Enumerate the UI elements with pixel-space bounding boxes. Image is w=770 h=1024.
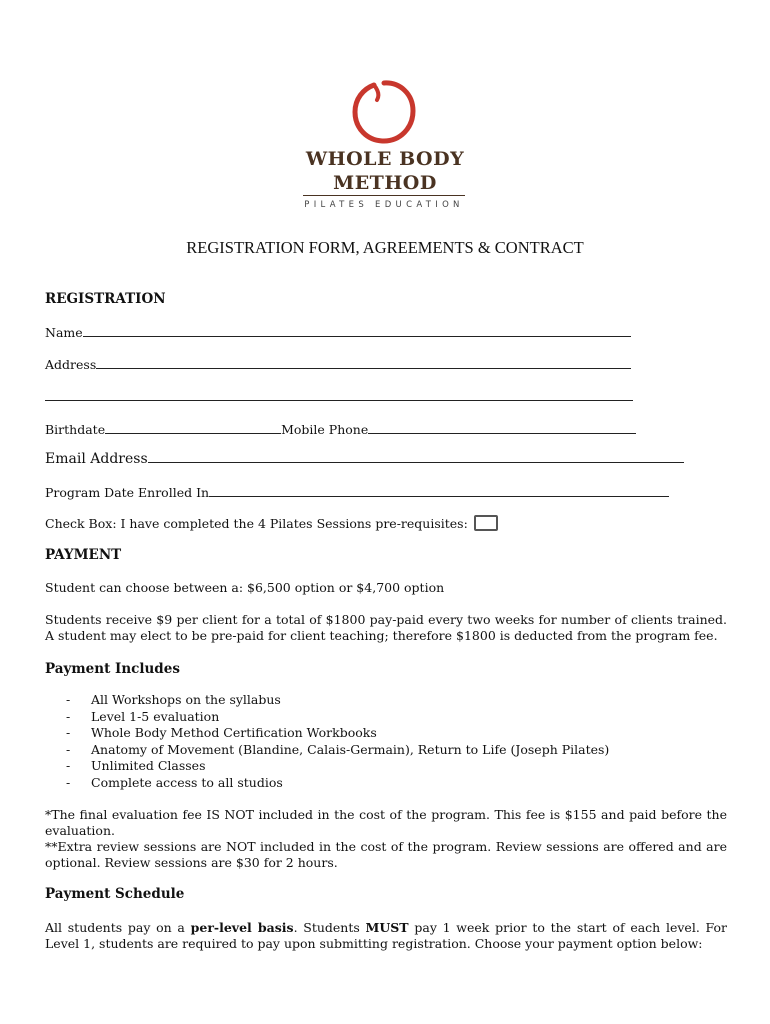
address-line2-field[interactable] [45,388,633,401]
logo-wordmark-line1: WHOLE BODY [305,148,465,170]
list-item: - Whole Body Method Certification Workbooks [66,725,609,742]
payment-includes-list [66,692,609,791]
address-line2-row [45,388,633,404]
schedule-text-part: . Students [293,920,366,935]
list-item: - Complete access to all studios [66,775,609,792]
schedule-text-part: All students pay on a [45,920,191,935]
email-field[interactable] [148,450,684,463]
per-level-basis-emphasis: per-level basis [190,920,294,935]
address-row [45,356,631,372]
prerequisite-row [45,515,498,531]
page-title: REGISTRATION FORM, AGREEMENTS & CONTRACT [186,238,584,257]
must-emphasis: MUST [365,920,409,935]
program-date-row [45,484,669,500]
program-date-label: Program Date Enrolled In [45,485,210,500]
payment-options-text: Student can choose between a: $6,500 option or $4,700 option [45,580,445,595]
birthdate-field[interactable] [105,421,281,434]
review-sessions-note: **Extra review sessions are NOT included in the cost of the program. Review sessions are offered and are optional. Review sessions are $30 for 2 hours. [45,839,727,870]
list-item: - Anatomy of Movement (Blandine, Calais-Germain), Return to Life (Joseph Pilates) [66,742,609,759]
address-label: Address [45,357,97,372]
list-item: - All Workshops on the syllabus [66,692,609,709]
program-date-field[interactable] [209,484,669,497]
enso-circle-logo-icon [350,78,418,146]
name-row [45,324,631,340]
schedule-text-part: pay 1 week prior to the start of each level. For Level 1, students are required to pay upon submitting registration. Choose your payment option below: [45,920,728,951]
birthdate-label: Birthdate [45,422,106,437]
prerequisite-checkbox[interactable] [474,515,498,531]
logo-tagline: PILATES EDUCATION [304,200,464,210]
email-row [45,450,684,467]
mobile-phone-label: Mobile Phone [281,422,369,437]
logo-divider [303,195,465,196]
registration-heading: REGISTRATION [45,291,166,307]
name-field[interactable] [83,324,631,337]
final-evaluation-note: *The final evaluation fee IS NOT included in the cost of the program. This fee is $155 and paid before the evaluation. [45,807,727,838]
email-label: Email Address [45,451,148,467]
list-item: - Unlimited Classes [66,758,609,775]
payment-schedule-text [45,920,727,952]
prerequisite-label: Check Box: I have completed the 4 Pilates Sessions pre-requisites: [45,516,468,531]
address-field[interactable] [96,356,631,369]
birthdate-phone-row [45,421,636,437]
logo-wordmark-line2: METHOD [333,172,437,194]
payment-heading: PAYMENT [45,547,122,563]
name-label: Name [45,325,83,340]
mobile-phone-field[interactable] [368,421,636,434]
payment-client-text: Students receive $9 per client for a total of $1800 pay-paid every two weeks for number of clients trained. A student may elect to be pre-paid for client teaching; therefore $1800 is deducted from the program fee. [45,612,727,643]
payment-includes-heading: Payment Includes [45,661,180,677]
payment-schedule-heading: Payment Schedule [45,886,185,902]
list-item: - Level 1-5 evaluation [66,709,609,726]
